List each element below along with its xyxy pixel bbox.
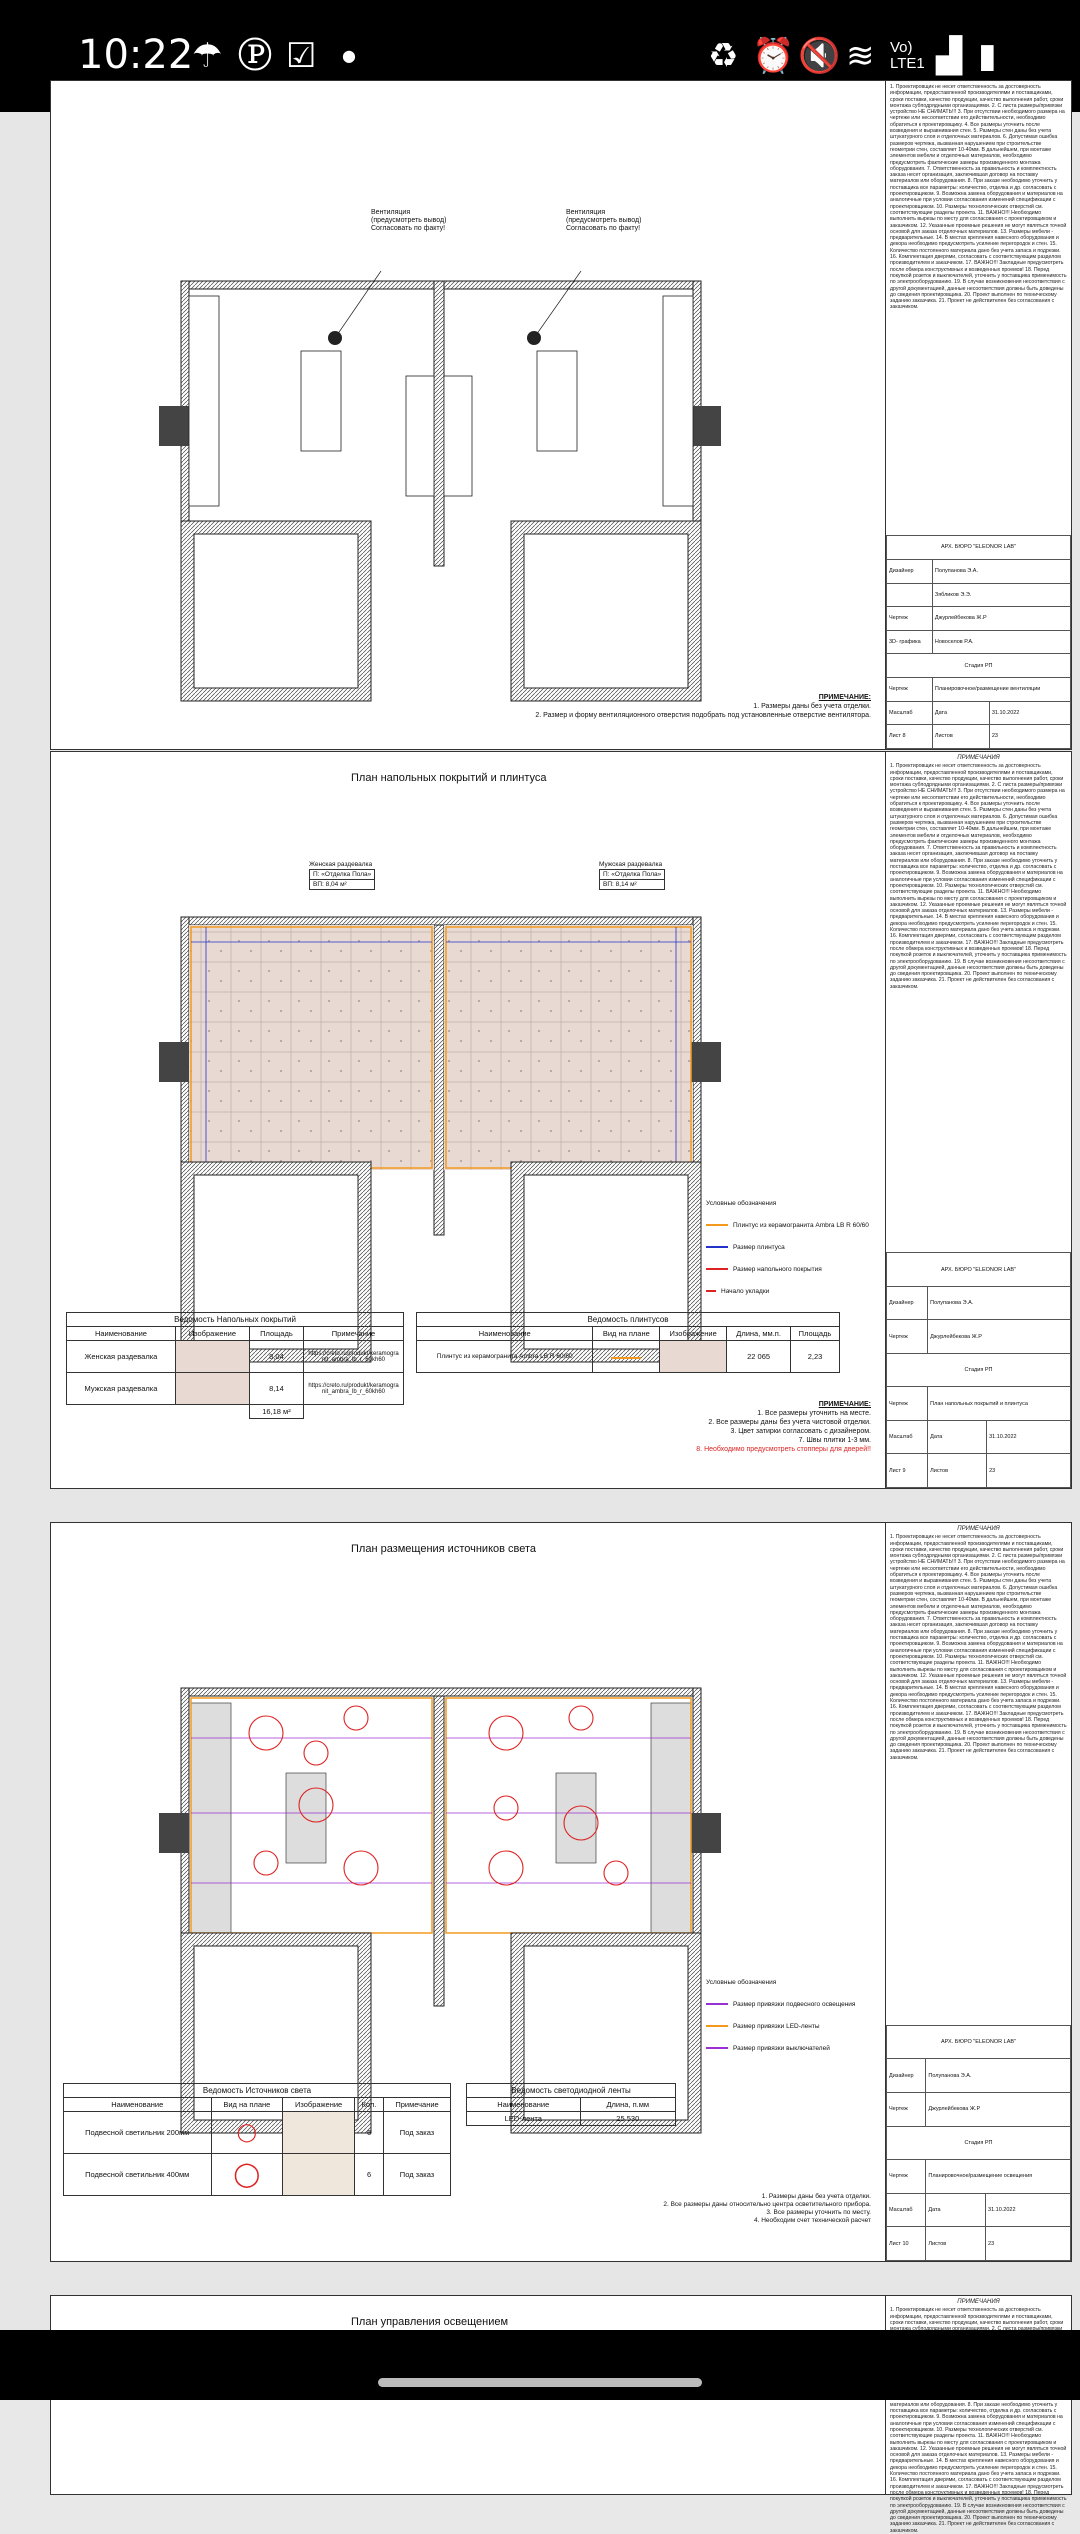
- sheet-title: План управления освещением: [351, 2316, 509, 2328]
- cell-image: [175, 1341, 249, 1373]
- note-line: 3. Цвет затирки согласовать с дизайнером.: [730, 1428, 871, 1435]
- legend-label: Размер плинтуса: [733, 1243, 785, 1251]
- sheet-title: План напольных покрытий и плинтуса: [351, 772, 547, 784]
- sheet2-sidebar: [885, 752, 1071, 1488]
- floor-legend: [706, 1192, 869, 1302]
- stamp-label: Дата: [926, 2193, 986, 2227]
- legend-item: [706, 2015, 855, 2037]
- stamp-label: Дизайнер: [887, 559, 933, 583]
- notes-heading: ПРИМЕЧАНИЯ: [957, 1526, 1000, 1532]
- cell: 6: [355, 2154, 384, 2196]
- female-label: [309, 860, 375, 890]
- checkbox-icon: ☑: [286, 36, 317, 76]
- floor-table: [66, 1312, 404, 1419]
- cell-image: [283, 2112, 355, 2154]
- sheet-number: 8: [902, 733, 906, 740]
- legend-item: [706, 1214, 869, 1236]
- col-header: Наименование: [67, 1327, 176, 1341]
- sheet-total: 23: [989, 725, 1070, 749]
- sheet-title: План размещения источников света: [351, 1543, 537, 1555]
- col-header: Изображение: [283, 2098, 355, 2112]
- legend-label: Размер привязки выключателей: [733, 2044, 830, 2052]
- room-area: ВП: 8,04 м²: [309, 880, 375, 890]
- sheet-number: 10: [902, 2240, 909, 2247]
- sheet-floor-plan: [50, 751, 1072, 1489]
- cell: 25 530: [580, 2112, 675, 2126]
- note-line: 7. Швы плитки 1-3 мм.: [798, 1437, 871, 1444]
- cell: 22 065: [727, 1341, 791, 1373]
- sheet1-sidebar: [885, 81, 1071, 749]
- sheet-ventilation: [50, 80, 1072, 750]
- room-floor: П: «Отделка Пола»: [599, 869, 665, 880]
- alarm-icon: ⏰: [752, 36, 795, 76]
- note-line: 1. Размеры даны без учета отделки.: [761, 2193, 871, 2200]
- sheet-total: 23: [987, 1454, 1071, 1488]
- stamp-value: Полупанова Э.А.: [926, 2059, 1071, 2093]
- stamp-label: Дизайнер: [887, 1286, 928, 1320]
- lamps-table: [63, 2083, 451, 2196]
- vent-left-label: Вентиляция (предусмотреть вывод) Согласовать по факту!: [371, 209, 447, 232]
- general-notes: [886, 1523, 1071, 2025]
- sheet-number: 9: [902, 1467, 906, 1474]
- lamp-icon: ◯: [211, 2112, 283, 2154]
- recycle-icon: ♻: [708, 36, 739, 76]
- note-title: ПРИМЕЧАНИЕ:: [818, 694, 871, 701]
- table-caption: Ведомость Напольных покрытий: [67, 1313, 404, 1327]
- room-area: ВП: 8,14 м²: [599, 880, 665, 890]
- dot-icon: ●: [342, 46, 356, 65]
- col-header: Наименование: [417, 1327, 593, 1341]
- table-row: [67, 1373, 404, 1405]
- legend-label: Плинтус из керамогранита Ambra LB R 60/60: [733, 1221, 869, 1229]
- clock: 10:22: [78, 32, 194, 78]
- sheet3-notes: [491, 2193, 871, 2225]
- cell: 2,23: [791, 1341, 840, 1373]
- table-row: [67, 1341, 404, 1373]
- battery-icon: ▮: [978, 36, 997, 76]
- cell-image: [660, 1341, 727, 1373]
- col-header: Изображение: [175, 1327, 249, 1341]
- signal-icon: ▟: [936, 36, 963, 76]
- stage: Стадия РП: [887, 2126, 1071, 2160]
- pinterest-icon: Ⓟ: [238, 36, 272, 76]
- legend-item: [706, 1258, 869, 1280]
- legend-label: Размер привязки подвесного освещения: [733, 2000, 856, 2008]
- stamp-label: Чертеж: [887, 1320, 928, 1354]
- note-warning: 8. Необходимо предусмотреть стопперы для дверей!!: [696, 1446, 871, 1453]
- notes-heading: ПРИМЕЧАНИЯ: [957, 755, 1000, 761]
- stage: Стадия РП: [887, 654, 1071, 678]
- home-gesture-handle[interactable]: [378, 2378, 702, 2387]
- table-caption: Ведомость светодиодной ленты: [467, 2084, 676, 2098]
- note-line: 1. Размеры даны без учета отделки.: [753, 703, 871, 710]
- notes-text: 1. Проектировщик не несет ответственность за достоверность информации, предоставленной производителями и поставщиками, сроки поставки, качество продукции, качество выполнения работ, сроки материалов или оборудования. 8. При заказе необходимо уточнить у поставщика все параметры: количество, отделка и др. согласовать с проектировщиком. 9. Возможна замена оборудования и материалов на аналогичные при условии согласования изменений спецификации с проектировщиком. 10. Размеры технологических отверстий см. соответствующие разделы проекта. 11. ВАЖНО!!! Необходимо выполнить вырезы по месту для согласования с проектировщиком и заказчиком. 12. Указанные проемные решения не могут являться точной основой для заказа отделочных материалов. 13. Размеры мебели - предварительные. 14. В местах крепления навесного оборудования и декора необходимо предусмотреть усиление перегородок и стен. 15. Количество постоянного материала дано без учета запаса и подрезки. 16. Комплектация дверями, согласовать с соответствующим разделом производителем и заказчиком. 17. ВАЖНО!!! Закладные предусмотреть после обмера конструктивных и возведенных проемов! 18. Перед покупкой розеток и выключателей, уточнить у поставщика применимость по электрооборудованию. 19. В случае возникновения несоответствия с другой документацией, данные несоответствия должны быть доведены до сведения проектировщика. 20. Проект выполнен по техническому заданию заказчика. 21. Проект не действителен без согласования с заказчиком.: [890, 2307, 1067, 2534]
- col-header: Площадь: [791, 1327, 840, 1341]
- navigation-bar: [0, 2330, 1080, 2400]
- legend-title: Условные обозначения: [706, 1978, 777, 1986]
- legend-label: Начало укладки: [721, 1287, 770, 1295]
- table-row: [64, 2154, 451, 2196]
- stamp-value: Джурлейбекова Ж.Р: [932, 607, 1070, 631]
- cell: 6: [355, 2112, 384, 2154]
- cell-image: [175, 1373, 249, 1405]
- sheet2-notes: [491, 1400, 871, 1454]
- stamp-value: Полупанова Э.А.: [928, 1286, 1071, 1320]
- cell-image: [283, 2154, 355, 2196]
- title-block: [886, 1252, 1071, 1488]
- notes-text: 1. Проектировщик не несет ответственность за достоверность информации, предоставленной производителями и поставщиками, сроки поставки, качество продукции, качество выполнения работ, сроки монтажа субподрядными организациями. 2. С листа размеры/привязки устройство НЕ СНИМАТЬ!!! 3. При отсутствии необходимого размера на чертеже или несоответствии его действительности, необходимо обратиться к проектировщику. 4. Все размеры уточнить после возведения и выравнивания стен. 5. Размеры стен даны без учета штукатурного слоя и отделочных материалов. 6. Допустимая ошибка размеров чертежа, вызванная нарушением при строительстве геометрии стен, составляет 10-40мм. В дальнейшем, при монтаже элементов мебели и отделочных материалов, необходимо предусмотреть фактические замеры произведенного монтажа оборудования. 7. Ответственность за правильность и комплектность заказа несет организация, заключившая договор на поставку материалов или оборудования. 8. При заказе необходимо уточнить у поставщика все параметры: количество, отделка и др. согласовать с проектировщиком. 9. Возможна замена оборудования и материалов на аналогичные при условии согласования изменений спецификации с проектировщиком. 10. Размеры технологических отверстий см. соответствующие разделы проекта. 11. ВАЖНО!!! Необходимо выполнить вырезы по месту для согласования с проектировщиком и заказчиком. 12. Указанные проемные решения не могут являться точной основой для заказа отделочных материалов. 13. Размеры мебели - предварительные. 14. В местах крепления навесного оборудования и декора необходимо предусмотреть усиление перегородок и стен. 15. Количество постоянного материала дано без учета запаса и подрезки. 16. Комплектация дверями, согласовать с соответствующим разделом производителем и заказчиком. 17. ВАЖНО!!! Закладные предусмотреть после обмера конструктивных и возведенных проемов! 18. Перед покупкой розеток и выключателей, уточнить у поставщика применимость по электрооборудованию. 19. В случае возникновения несоответствия с другой документацией, данные несоответствия должны быть доведены до сведения проектировщика. 20. Проект выполнен по техническому заданию заказчика. 21. Проект не действителен без согласования с заказчиком.: [890, 84, 1067, 311]
- network-label: Vo) LTE1: [890, 39, 925, 72]
- stamp-label: Масштаб: [887, 1420, 928, 1454]
- sheet3-sidebar: [885, 1523, 1071, 2261]
- total-area: 16,18 м²: [249, 1405, 303, 1419]
- stamp-label: Лист: [889, 1467, 901, 1474]
- date: 31.10.2022: [986, 2193, 1071, 2227]
- stamp-label: Дизайнер: [887, 2059, 926, 2093]
- skirting-table: [416, 1312, 840, 1373]
- stamp-label: 3D- графика: [887, 630, 933, 654]
- table-row: [417, 1341, 840, 1373]
- room-name: Женская раздевалка: [309, 861, 373, 868]
- stamp-label: Чертеж: [887, 678, 933, 702]
- vent-right-label: Вентиляция (предусмотреть вывод) Согласовать по факту!: [566, 209, 642, 232]
- col-header: Наименование: [467, 2098, 581, 2112]
- cell: Мужская раздевалка: [67, 1373, 176, 1405]
- col-header: Вид на плане: [211, 2098, 283, 2112]
- sheet-lighting-plan: [50, 1522, 1072, 2262]
- table-row: [64, 2112, 451, 2154]
- col-header: Длина, п.мм: [580, 2098, 675, 2112]
- lamp-icon: ◯: [211, 2154, 283, 2196]
- legend-label: Размер привязки LED-ленты: [733, 2022, 820, 2030]
- cell: Подвесной светильник 200мм: [64, 2112, 212, 2154]
- male-label: [599, 860, 665, 890]
- stamp-label: Чертеж: [887, 1387, 928, 1421]
- stamp-label: Лист: [889, 2240, 901, 2247]
- cell: Под заказ: [384, 2154, 451, 2196]
- wifi-icon: ≋: [846, 36, 875, 76]
- stamp-label: Дата: [928, 1420, 987, 1454]
- link-cell[interactable]: https://creto.ru/produkt/keramogranit_ambra_lb_r_60kh60: [304, 1341, 404, 1373]
- table-caption: Ведомость плинтусов: [417, 1313, 840, 1327]
- sheet1-notes: [451, 693, 871, 720]
- room-floor: П: «Отделка Пола»: [309, 869, 375, 880]
- led-table: [466, 2083, 676, 2126]
- cell: 8,14: [249, 1373, 303, 1405]
- col-header: Наименование: [64, 2098, 212, 2112]
- col-header: Площадь: [249, 1327, 303, 1341]
- stamp-label: Чертеж: [887, 2160, 926, 2194]
- title-block: [886, 535, 1071, 749]
- cell: Под заказ: [384, 2112, 451, 2154]
- cell: Подвесной светильник 400мм: [64, 2154, 212, 2196]
- room-name: Мужская раздевалка: [599, 861, 663, 868]
- date: 31.10.2022: [989, 701, 1070, 725]
- legend-item: [706, 2037, 855, 2059]
- stamp-value: Новоселов Р.А.: [932, 630, 1070, 654]
- note-line: 2. Все размеры даны без учета чистовой отделки.: [708, 1419, 871, 1426]
- col-header: Кол.: [355, 2098, 384, 2112]
- notes-text: 1. Проектировщик не несет ответственность за достоверность информации, предоставленной производителями и поставщиками, сроки поставки, качество продукции, качество выполнения работ, сроки монтажа субподрядными организациями. 2. С листа размеры/привязки устройство НЕ СНИМАТЬ!!! 3. При отсутствии необходимого размера на чертеже или несоответствии его действительности, необходимо обратиться к проектировщику. 4. Все размеры уточнить после возведения и выравнивания стен. 5. Размеры стен даны без учета штукатурного слоя и отделочных материалов. 6. Допустимая ошибка размеров чертежа, вызванная нарушением при строительстве геометрии стен, составляет 10-40мм. В дальнейшем, при монтаже элементов мебели и отделочных материалов, необходимо предусмотреть фактические замеры произведенного монтажа оборудования. 7. Ответственность за правильность и комплектность заказа несет организация, заключившая договор на поставку материалов или оборудования. 8. При заказе необходимо уточнить у поставщика все параметры: количество, отделка и др. согласовать с проектировщиком. 9. Возможна замена оборудования и материалов на аналогичные при условии согласования изменений спецификации с проектировщиком. 10. Размеры технологических отверстий см. соответствующие разделы проекта. 11. ВАЖНО!!! Необходимо выполнить вырезы по месту для согласования с проектировщиком и заказчиком. 12. Указанные проемные решения не могут являться точной основой для заказа отделочных материалов. 13. Размеры мебели - предварительные. 14. В местах крепления навесного оборудования и декора необходимо предусмотреть усиление перегородок и стен. 15. Количество постоянного материала дано без учета запаса и подрезки. 16. Комплектация дверями, согласовать с соответствующим разделом производителем и заказчиком. 17. ВАЖНО!!! Закладные предусмотреть после обмера конструктивных и возведенных проемов! 18. Перед покупкой розеток и выключателей, уточнить у поставщика применимость по электрооборудованию. 19. В случае возникновения несоответствия с другой документацией, данные несоответствия должны быть доведены до сведения проектировщика. 20. Проект выполнен по техническому заданию заказчика. 21. Проект не действителен без согласования с заказчиком.: [890, 1534, 1067, 1761]
- note-line: 3. Все размеры уточнить по месту.: [766, 2209, 871, 2216]
- general-notes: [886, 81, 1071, 535]
- cell: Женская раздевалка: [67, 1341, 176, 1373]
- mute-icon: 🔇: [798, 36, 841, 76]
- stamp-value: Джурлейбекова Ж.Р: [928, 1320, 1071, 1354]
- stamp-value: Зябликов Э.Э.: [932, 583, 1070, 607]
- stamp-label: Чертеж: [887, 607, 933, 631]
- stamp-label: Лист: [889, 733, 901, 740]
- legend-item: [706, 1236, 869, 1258]
- company-name: АРХ. БЮРО "ELEONOR LAB": [887, 1253, 1071, 1287]
- stamp-value: Полупанова Э.А.: [932, 559, 1070, 583]
- col-header: Примечание: [304, 1327, 404, 1341]
- stamp-label: Масштаб: [887, 701, 933, 725]
- stamp-label: Масштаб: [887, 2193, 926, 2227]
- legend-item: [706, 1280, 869, 1302]
- note-line: 1. Все размеры уточнить на месте.: [757, 1410, 871, 1417]
- note-line: 2. Все размеры даны относительно центра осветительного прибора.: [663, 2201, 871, 2208]
- sheet-total: 23: [986, 2227, 1071, 2261]
- notes-heading: ПРИМЕЧАНИЯ: [957, 2299, 1000, 2305]
- stamp-label: Листов: [926, 2227, 986, 2261]
- col-header: Длина, мм.п.: [727, 1327, 791, 1341]
- note-title: ПРИМЕЧАНИЕ:: [818, 1401, 871, 1408]
- stage: Стадия РП: [887, 1353, 1071, 1387]
- link-cell[interactable]: https://creto.ru/produkt/keramogranit_ambra_lb_r_60kh60: [304, 1373, 404, 1405]
- cell: Плинтус из керамогранита Ambra LB R 60/60: [417, 1341, 593, 1373]
- stamp-value: Джурлейбекова Ж.Р: [926, 2093, 1071, 2127]
- table-row: [467, 2112, 676, 2126]
- company-name: АРХ. БЮРО "ELEONOR LAB": [887, 536, 1071, 560]
- note-line: 2. Размер и форму вентиляционного отверстия подобрать под установленные отверстие вентилятора.: [535, 712, 871, 719]
- light-legend: [706, 1971, 855, 2059]
- sheet-name: План напольных покрытий и плинтуса: [928, 1387, 1071, 1421]
- umbrella-icon: ☂: [192, 36, 223, 76]
- col-header: Изображение: [660, 1327, 727, 1341]
- cell: 8,04: [249, 1341, 303, 1373]
- table-caption: Ведомость Источников света: [64, 2084, 451, 2098]
- legend-label: Размер напольного покрытия: [733, 1265, 822, 1273]
- document-viewer[interactable]: [0, 84, 1080, 2534]
- note-line: 4. Необходим счет технической расчет: [754, 2217, 871, 2224]
- ventilation-plan-drawing: [51, 81, 877, 751]
- title-block: [886, 2025, 1071, 2261]
- cell-plan-view: [593, 1341, 660, 1373]
- col-header: Примечание: [384, 2098, 451, 2112]
- stamp-label: Дата: [932, 701, 989, 725]
- date: 31.10.2022: [987, 1420, 1071, 1454]
- general-notes: [886, 752, 1071, 1252]
- legend-item: [706, 1993, 855, 2015]
- stamp-label: Чертеж: [887, 2093, 926, 2127]
- stamp-label: Листов: [932, 725, 989, 749]
- company-name: АРХ. БЮРО "ELEONOR LAB": [887, 2025, 1071, 2059]
- notes-text: 1. Проектировщик не несет ответственность за достоверность информации, предоставленной производителями и поставщиками, сроки поставки, качество продукции, качество выполнения работ, сроки монтажа субподрядными организациями. 2. С листа размеры/привязки устройство НЕ СНИМАТЬ!!! 3. При отсутствии необходимого размера на чертеже или несоответствии его действительности, необходимо обратиться к проектировщику. 4. Все размеры уточнить после возведения и выравнивания стен. 5. Размеры стен даны без учета штукатурного слоя и отделочных материалов. 6. Допустимая ошибка размеров чертежа, вызванная нарушением при строительстве геометрии стен, составляет 10-40мм. В дальнейшем, при монтаже элементов мебели и отделочных материалов, необходимо предусмотреть фактические замеры произведенного монтажа оборудования. 7. Ответственность за правильность и комплектность заказа несет организация, заключившая договор на поставку материалов или оборудования. 8. При заказе необходимо уточнить у поставщика все параметры: количество, отделка и др. согласовать с проектировщиком. 9. Возможна замена оборудования и материалов на аналогичные при условии согласования изменений спецификации с проектировщиком. 10. Размеры технологических отверстий см. соответствующие разделы проекта. 11. ВАЖНО!!! Необходимо выполнить вырезы по месту для согласования с проектировщиком и заказчиком. 12. Указанные проемные решения не могут являться точной основой для заказа отделочных материалов. 13. Размеры мебели - предварительные. 14. В местах крепления навесного оборудования и декора необходимо предусмотреть усиление перегородок и стен. 15. Количество постоянного материала дано без учета запаса и подрезки. 16. Комплектация дверями, согласовать с соответствующим разделом производителем и заказчиком. 17. ВАЖНО!!! Закладные предусмотреть после обмера конструктивных и возведенных проемов! 18. Перед покупкой розеток и выключателей, уточнить у поставщика применимость по электрооборудованию. 19. В случае возникновения несоответствия с другой документацией, данные несоответствия должны быть доведены до сведения проектировщика. 20. Проект выполнен по техническому заданию заказчика. 21. Проект не действителен без согласования с заказчиком.: [890, 763, 1067, 990]
- legend-title: Условные обозначения: [706, 1199, 777, 1207]
- stamp-label: Листов: [928, 1454, 987, 1488]
- cell: LED-лента: [467, 2112, 581, 2126]
- col-header: Вид на плане: [593, 1327, 660, 1341]
- sheet-name: Планировочное/размещение вентиляции: [932, 678, 1070, 702]
- sheet-name: Планировочное/размещение освещения: [926, 2160, 1071, 2194]
